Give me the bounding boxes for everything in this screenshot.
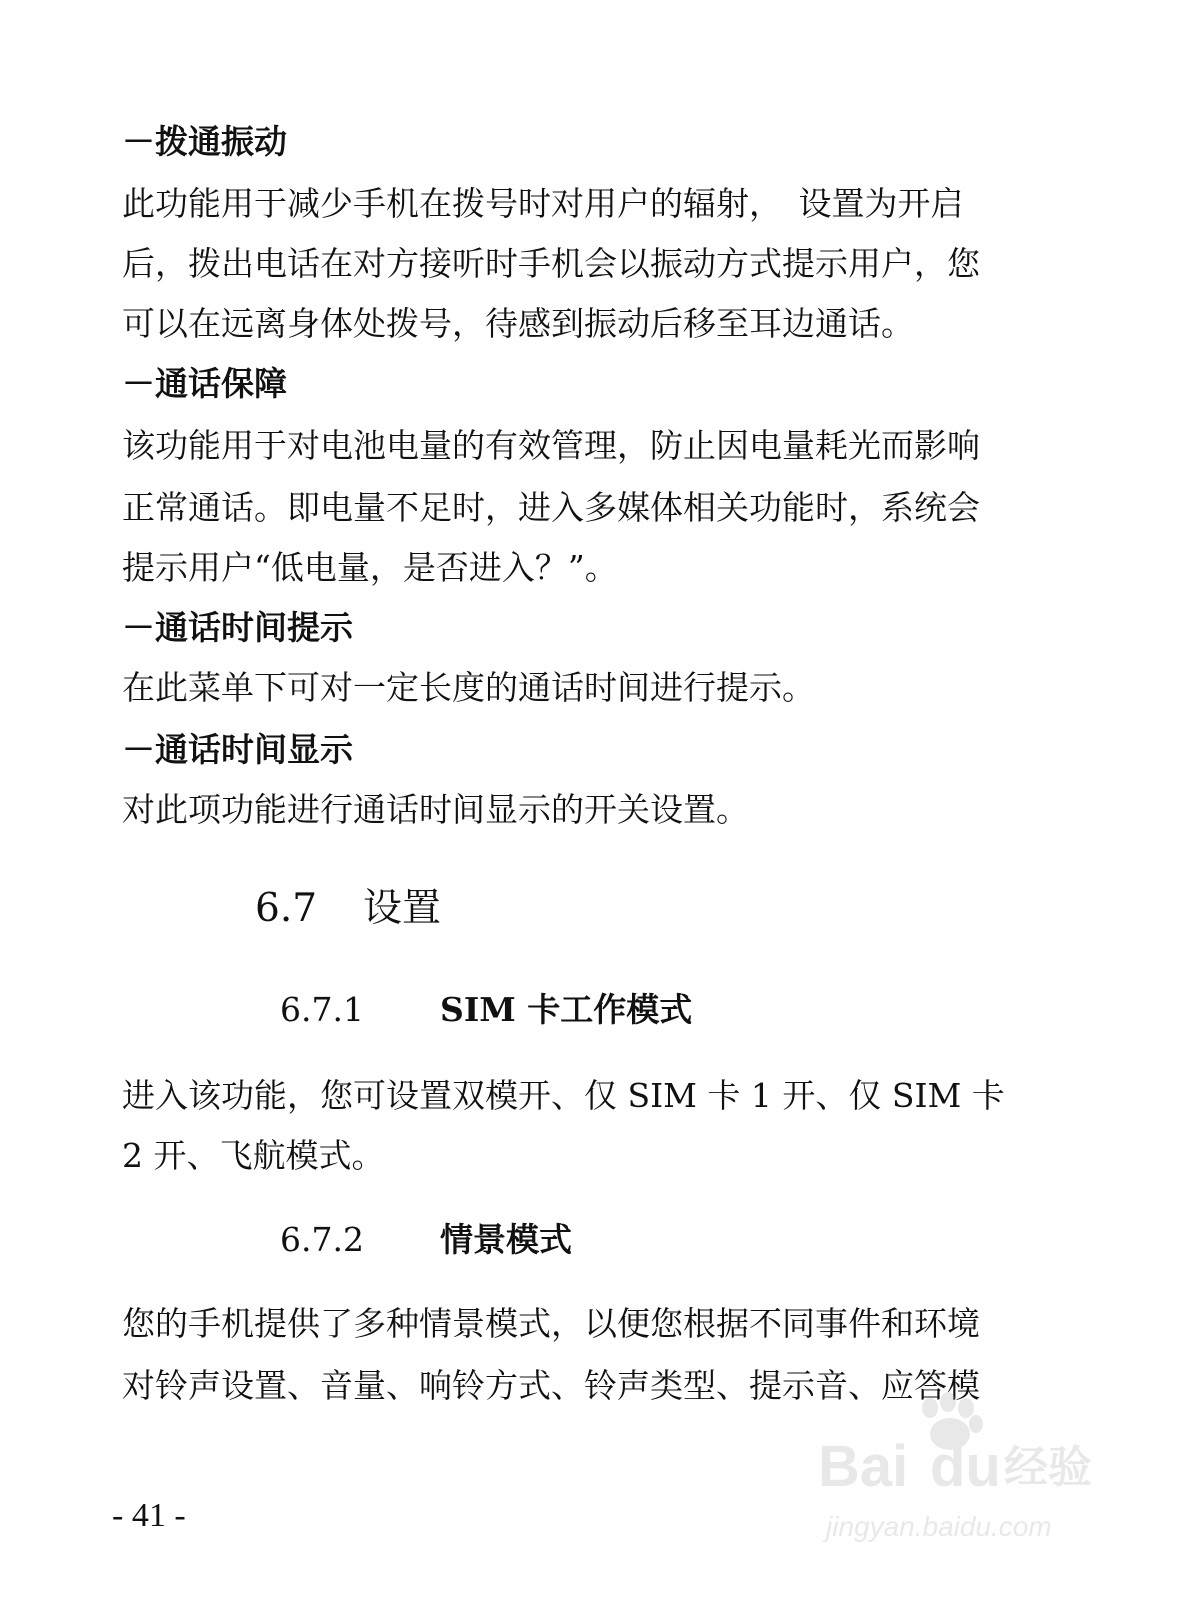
heading-call-protection: －通话保障: [122, 364, 287, 403]
paragraph-line: 可以在远离身体处拨号，待感到振动后移至耳边通话。: [122, 304, 914, 343]
paragraph-line: 您的手机提供了多种情景模式，以便您根据不同事件和环境: [122, 1304, 980, 1343]
svg-text:du: du: [930, 1434, 1001, 1499]
subsection-title: SIM 卡工作模式: [440, 990, 693, 1029]
paragraph-line: 在此菜单下可对一定长度的通话时间进行提示。: [122, 668, 815, 707]
paragraph-line: 正常通话。即电量不足时，进入多媒体相关功能时，系统会: [122, 488, 980, 527]
paragraph-line: 该功能用于对电池电量的有效管理，防止因电量耗光而影响: [122, 426, 980, 465]
subsection-heading-sim-mode: [280, 990, 692, 1030]
svg-text:经验: 经验: [1004, 1442, 1092, 1493]
paragraph-line: 此功能用于减少手机在拨号时对用户的辐射， 设置为开启: [122, 184, 964, 223]
subsection-number: 6.7.2: [280, 1220, 364, 1259]
paragraph-line: 2 开、飞航模式。: [122, 1136, 385, 1175]
subsection-title: 情景模式: [440, 1220, 572, 1259]
paragraph-line: 对铃声设置、音量、响铃方式、铃声类型、提示音、应答模: [122, 1366, 980, 1405]
page-number: - 41 -: [112, 1497, 186, 1534]
baidu-jingyan-watermark: [818, 1390, 1098, 1550]
heading-call-time-display: －通话时间显示: [122, 730, 353, 769]
paragraph-line: 进入该功能，您可设置双模开、仅 SIM 卡 1 开、仅 SIM 卡: [122, 1076, 1005, 1115]
heading-dial-vibration: －拨通振动: [122, 122, 287, 161]
subsection-heading-profiles: [280, 1220, 572, 1260]
paragraph-line: 后，拨出电话在对方接听时手机会以振动方式提示用户，您: [122, 244, 980, 283]
paragraph-line: 提示用户“低电量，是否进入？”。: [122, 548, 618, 587]
svg-text:Bai: Bai: [818, 1434, 909, 1499]
watermark-url: jingyan.baidu.com: [826, 1511, 1052, 1542]
chapter-heading: [255, 886, 441, 932]
paragraph-line: 对此项功能进行通话时间显示的开关设置。: [122, 790, 749, 829]
subsection-number: 6.7.1: [280, 990, 364, 1029]
heading-call-time-reminder: －通话时间提示: [122, 608, 353, 647]
chapter-number: 6.7: [255, 886, 318, 931]
chapter-title: 设置: [363, 886, 442, 931]
